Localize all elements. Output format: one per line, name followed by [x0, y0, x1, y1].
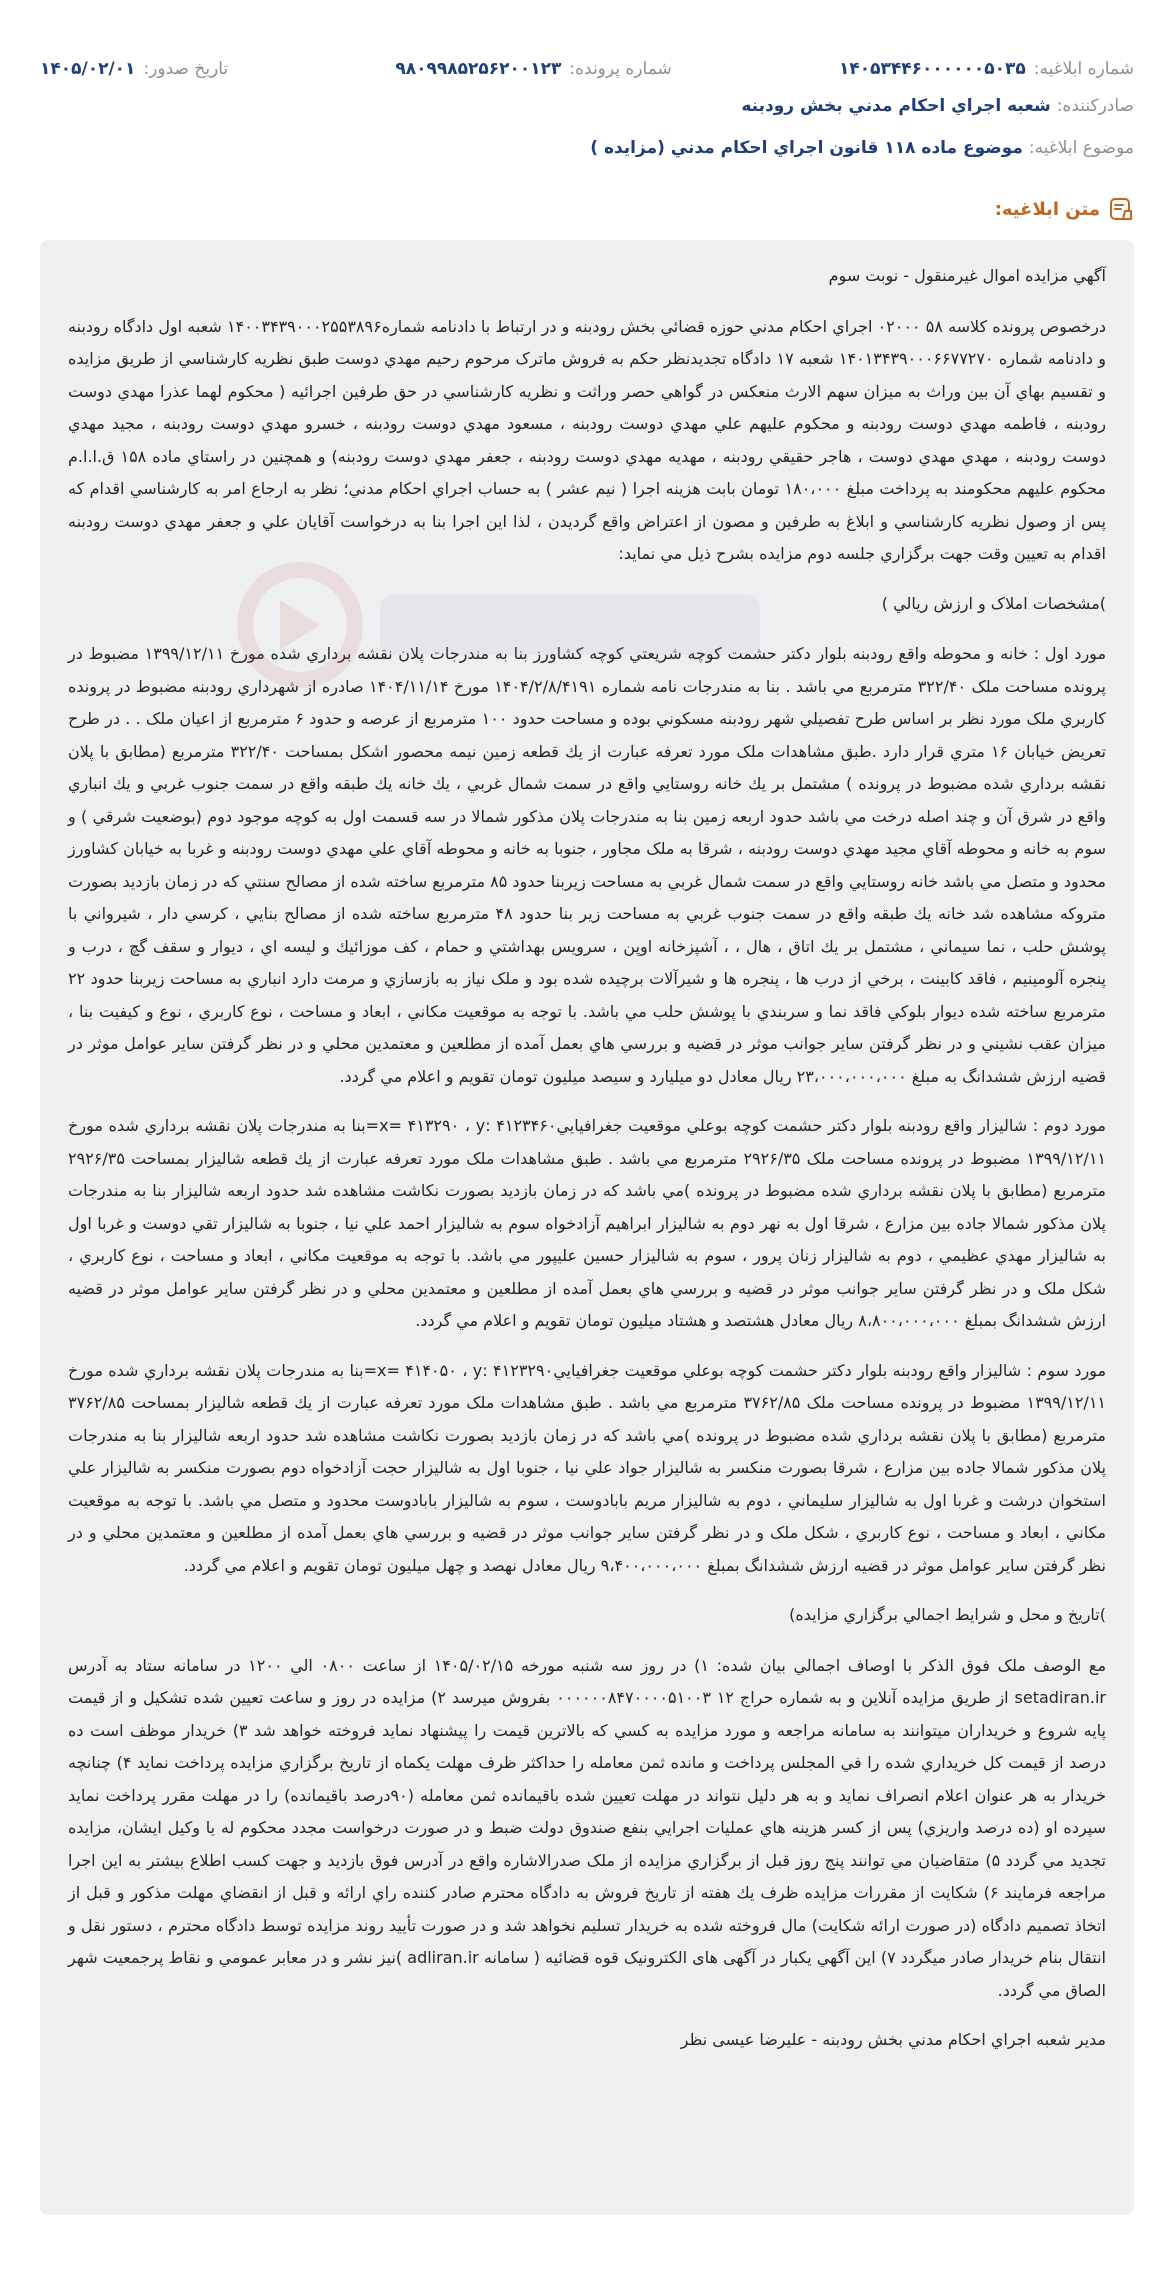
notice-paragraph-item-3: مورد سوم : شاليزار واقع رودبنه بلوار دكتر حشمت كوچه بوعلي موقعيت جغرافيايي۴۱۲۳۲۹۰ :x= ۴۱۴۰۵۰ ، y=بنا به مندرجات پلان نقشه برداري شده مورخ ۱۳۹۹/۱۲/۱۱ مضبوط در پرونده مساحت ملک ۳۷۶۲/۸۵ مترمربع مي باشد . طبق مشاهدات ملک مورد تعرفه عبارت از يك قطعه شاليزار بمساحت ۳۷۶۲/۸۵ مترمربع (مطابق با پلان نقشه برداري شده مضبوط در پرونده )مي باشد كه در زمان بازديد بصورت نكاشت مشاهده شد حدود اربعه شاليزار بنا به مندرجات پلان مذكور شمالا جاده بين مزارع ، شرقا بصورت منكسر به شاليزار جواد علي نيا ، جنوبا اول به شاليزار حجت آزادخواه دوم بصورت منكسر به شاليزار علي استخوان درشت و غربا اول به شاليزار سليماني ، دوم به شاليزار مريم بابادوست ، سوم به شاليزار بابادوست محدود و متصل مي باشد. با توجه به موقعيت مكاني ، ابعاد و مساحت ، نوع كاربري ، شكل ملک و در نظر گرفتن ساير جوانب موثر در قضيه و بررسي هاي بعمل آمده از مطلعين و معتمدين محلي و در نظر گرفتن ساير عوامل موثر در قضيه ارزش ششدانگ بمبلغ ۹،۴۰۰،۰۰۰،۰۰۰ ريال معادل نهصد و چهل ميليون تومان تقويم و اعلام مي گردد. — [68, 1360, 1107, 1575]
notice-text-heading-label: متن ابلاغیه: — [994, 198, 1100, 220]
file-number-value: ۹۸۰۹۹۸۵۲۵۶۲۰۰۱۲۳ — [395, 59, 562, 79]
subject-value: موضوع ماده ۱۱۸ قانون اجراي احكام مدني (مزايده ) — [590, 138, 1023, 158]
section-auction-conditions-title: )تاريخ و محل و شرايط اجمالي برگزاري مزايده) — [789, 1605, 1106, 1624]
notice-title: آگهي مزايده اموال غيرمنقول - نوبت سوم — [828, 266, 1106, 285]
notice-paragraph-intro: درخصوص پرونده كلاسه ۵۸ ۰۲۰۰۰ اجراي احكام مدني حوزه قضائي بخش رودبنه و در ارتباط با دادنامه شماره۱۴۰۰۳۴۳۹۰۰۰۲۵۵۳۸۹۶ شعبه اول دادگاه رودبنه و دادنامه شماره ۱۴۰۱۳۴۳۹۰۰۰۶۶۷۷۲۷۰ شعبه ۱۷ دادگاه تجديدنظر حكم به فروش ماترک مرحوم رحيم مهدي دوست طبق نظريه كارشناسي از طريق مزايده و تقسيم بهاي آن بين وراث به ميزان سهم الارث منعكس در گواهي حصر وراثت و نظريه كارشناسي در حق طرفين اجرائيه ( محكوم لهما عذرا مهدي دوست رودبنه ، فاطمه مهدي دوست رودبنه و محكوم عليهم علي مهدي دوست رودبنه ، مسعود مهدي دوست رودبنه ، خسرو مهدي دوست رودبنه ، مجيد مهدي دوست رودبنه ، مهدي مهدي دوست ، هاجر حقيقي رودبنه ، مهديه مهدي دوست رودبنه ، جعفر مهدي دوست رودبنه) و همچنين در راستاي ماده ۱۵۸ ق.ا.ا.م محكوم عليهم محكومند به پرداخت مبلغ ۱۸۰،۰۰۰ تومان بابت هزينه اجرا ( نيم عشر ) به حساب اجراي احكام مدني؛ نظر به ارجاع امر به كارشناسي اقدام كه پس از وصول نظريه كارشناسي و ابلاغ به طرفين و مصون از اعتراض واقع گرديدن ، لذا اين اجرا بنا به درخواست آقايان علي و جعفر مهدي دوست رودبنه اقدام به تعيين وقت جهت برگزاري جلسه دوم مزايده بشرح ذيل مي نمايد: — [68, 316, 1107, 563]
issue-date-label: تاریخ صدور: — [143, 59, 229, 79]
section-properties-title: )مشخصات املاک و ارزش ريالي ) — [881, 593, 1106, 613]
notice-body-panel — [40, 240, 1134, 2215]
file-number-label: شماره پرونده: — [569, 59, 672, 79]
issuer-value: شعبه اجراي احكام مدني بخش رودبنه — [741, 96, 1051, 116]
notice-text-heading — [995, 196, 1134, 222]
issue-date — [40, 59, 228, 79]
issue-date-value: ۱۴۰۵/۰۲/۰۱ — [40, 59, 136, 79]
notice-signature: مدير شعبه اجراي احكام مدني بخش رودبنه - عليرضا عيسی نظر — [680, 2030, 1106, 2049]
notice-paragraph-conditions: مع الوصف ملک فوق الذكر با اوصاف اجمالي بيان شده: ۱) در روز سه شنبه مورخه ۱۴۰۵/۰۲/۱۵ از ساعت ۰۸۰۰ الي ۱۲۰۰ در سامانه ستاد به آدرس setadiran.ir از طريق مزايده آنلاين و به شماره حراج ۱۲ ۰۰۰۰۰۰۸۴۷۰۰۰۰۵۱۰۰۳ بفروش ميرسد ۲) مزايده در روز و ساعت تعيين شده تشكيل و از قيمت پايه شروع و خريداران ميتوانند به سامانه مراجعه و مورد مزايده به كسي كه بالاترين قيمت را پيشنهاد نمايد فروخته خواهد شد ۳) خريدار موظف است ده درصد از قيمت كل خريداري شده را في المجلس پرداخت و مانده ثمن معامله را حداكثر ظرف مهلت يكماه از تاريخ برگزاري مزايده پرداخت نمايد ۴) چنانچه خريدار به هر عنوان اعلام انصراف نمايد و به هر دليل نتواند در مهلت تعيين شده باقيمانده ثمن معامله (۹۰درصد باقيمانده) را در مهلت مقرر پرداخت نمايد سپرده او (ده درصد واريزي) پس از كسر هزينه هاي عمليات اجرايي بنفع صندوق دولت ضبط و در صورت درخواست مجدد محكوم له يا وكيل ايشان، مزايده تجديد مي گردد ۵) متقاضيان مي توانند پنج روز قبل از برگزاري مزايده از ملک صدرالاشاره واقع در آدرس فوق بازديد و جهت كسب اطلاع بيشتر به اين اجرا مراجعه فرمايند ۶) شكايت از مقررات مزايده ظرف يك هفته از تاريخ فروش به دادگاه محترم صادر كننده راي ارائه و قبل از انقضاي مهلت مذكور و قبل از اتخاذ تصميم دادگاه (در صورت ارائه شكايت) مال فروخته شده به خريدار تسليم نخواهد شد و در صورت تأييد روند مزايده توسط دادگاه محترم ، دستور نقل و انتقال بنام خريدار صادر ميگردد ۷) اين آگهي يكبار در آگهی های الكترونيک قوه قضائيه ( سامانه adliran.ir )نيز نشر و در معابر عمومي و نقاط پرجمعيت شهر الصاق مي گردد. — [68, 1655, 1107, 2000]
notice-paragraph-item-1: مورد اول : خانه و محوطه واقع رودبنه بلوار دكتر حشمت كوچه شريعتي كوچه كشاورز بنا به مندرجات پلان نقشه برداري شده مورخ ۱۳۹۹/۱۲/۱۱ مضبوط در پرونده مساحت ملک ۳۲۲/۴۰ مترمربع مي باشد . بنا به مندرجات نامه شماره ۱۴۰۴/۲/۸/۴۱۹۱ مورخ ۱۴۰۴/۱۱/۱۴ صادره از شهرداري رودبنه مضبوط در پرونده كاربري ملک مورد نظر بر اساس طرح تفصيلي شهر رودبنه مسكوني بوده و مساحت حدود ۱۰۰ مترمربع از عرصه و حدود ۶ مترمربع از اعيان ملک . . در طرح تعريض خيابان ۱۶ متري قرار دارد .طبق مشاهدات ملک مورد تعرفه عبارت از يك قطعه زمين نيمه محصور اشكل بمساحت ۳۲۲/۴۰ مترمربع (مطابق با پلان نقشه برداري شده مضبوط در پرونده ) مشتمل بر يك خانه روستايي واقع در سمت شمال غربي ، يك خانه يك طبقه واقع در سمت جنوب غربي و يك انباري واقع در شرق آن و چند اصله درخت مي باشد حدود اربعه زمين بنا به مندرجات پلان مذكور شمالا در سه قسمت اول به كوچه موجود دوم (بوضعيت شرقي ) و سوم به خانه و محوطه آقاي مجيد مهدي دوست رودبنه ، شرقا به ملک مجاور ، جنوبا به خانه و محوطه آقاي علي مهدي دوست رودبنه و غربا به خيابان كشاورز محدود و متصل مي باشد خانه روستايي واقع در سمت شمال غربي به مساحت زيربنا حدود ۸۵ مترمربع ساخته شده از مصالح سنتي كه در زمان بازديد بصورت متروكه مشاهده شد خانه يك طبقه واقع در سمت جنوب غربي به مساحت زير بنا حدود ۴۸ مترمربع ساخته شده از مصالح بنايي ، كرسي دار ، شيرواني با پوشش حلب ، نما سيماني ، مشتمل بر يك اتاق ، هال ، ، آشپزخانه اوپن ، سرويس بهداشتي و حمام ، كف موزائيك و ليسه اي ، ديوار و سقف گچ ، درب و پنجره آلومينيم ، فاقد كابينت ، برخي از درب ها ، پنجره ها و شيرآلات برچيده شده بود و ملک نياز به بازسازي و مرمت دارد انباري به مساحت زيربنا حدود ۲۲ مترمربع ساخته شده ديوار بلوكي فاقد نما و سربندي با پوشش حلب مي باشد. با توجه به موقعيت مكاني ، ابعاد و مساحت ، نوع كاربري ، نوع و كيفيت بنا ، ميزان عقب نشيني و در نظر گرفتن ساير جوانب موثر در قضيه و بررسي هاي بعمل آمده از مطلعين و معتمدين محلي و در نظر گرفتن ساير عوامل موثر در قضيه ارزش ششدانگ به مبلغ ۲۳،۰۰۰،۰۰۰،۰۰۰ ريال معادل دو ميليارد و سيصد ميليون تومان تقويم و اعلام مي گردد. — [68, 644, 1107, 1086]
subject-line — [590, 138, 1134, 158]
notice-meta-row — [40, 52, 1134, 86]
issuer-label: صادرکننده: — [1056, 96, 1134, 116]
notice-number-label: شماره ابلاغیه: — [1033, 59, 1134, 79]
notice-number-value: ۱۴۰۵۳۴۴۶۰۰۰۰۰۰۵۰۳۵ — [838, 59, 1026, 79]
notice-number — [839, 59, 1134, 79]
subject-label: موضوع ابلاغیه: — [1028, 138, 1134, 158]
document-text-icon — [1108, 196, 1134, 222]
issuer-line — [741, 96, 1134, 116]
notice-paragraph-item-2: مورد دوم : شاليزار واقع رودبنه بلوار دكتر حشمت كوچه بوعلي موقعيت جغرافيايي۴۱۲۳۴۶۰ :x= ۴۱۳۲۹۰ ، y=بنا به مندرجات پلان نقشه برداري شده مورخ ۱۳۹۹/۱۲/۱۱ مضبوط در پرونده مساحت ملک ۲۹۲۶/۳۵ مترمربع مي باشد . طبق مشاهدات ملک مورد تعرفه عبارت از يك قطعه شاليزار بمساحت ۲۹۲۶/۳۵ مترمربع (مطابق با پلان نقشه برداري شده مضبوط در پرونده )مي باشد كه در زمان بازديد بصورت نكاشت مشاهده شد حدود اربعه شاليزار بنا به مندرجات پلان مذكور شمالا جاده بين مزارع ، شرقا اول به نهر دوم به شاليزار ابراهيم آزادخواه سوم به شاليزار احمد علي نيا ، جنوبا به شاليزار تقي دوست و غربا اول به شاليزار مهدي عظيمي ، دوم به شاليزار زنان پرور ، سوم به شاليزار حسين عليپور مي باشد. با توجه به موقعيت مكاني ، ابعاد و مساحت ، نوع كاربري ، شكل ملک و در نظر گرفتن ساير جوانب موثر در قضيه و بررسي هاي بعمل آمده از مطلعين و معتمدين محلي و در نظر گرفتن ساير عوامل موثر در قضيه ارزش ششدانگ بمبلغ ۸،۸۰۰،۰۰۰،۰۰۰ ريال معادل هشتصد و هشتاد ميليون تومان تقويم و اعلام مي گردد. — [68, 1116, 1107, 1330]
file-number — [395, 59, 671, 79]
